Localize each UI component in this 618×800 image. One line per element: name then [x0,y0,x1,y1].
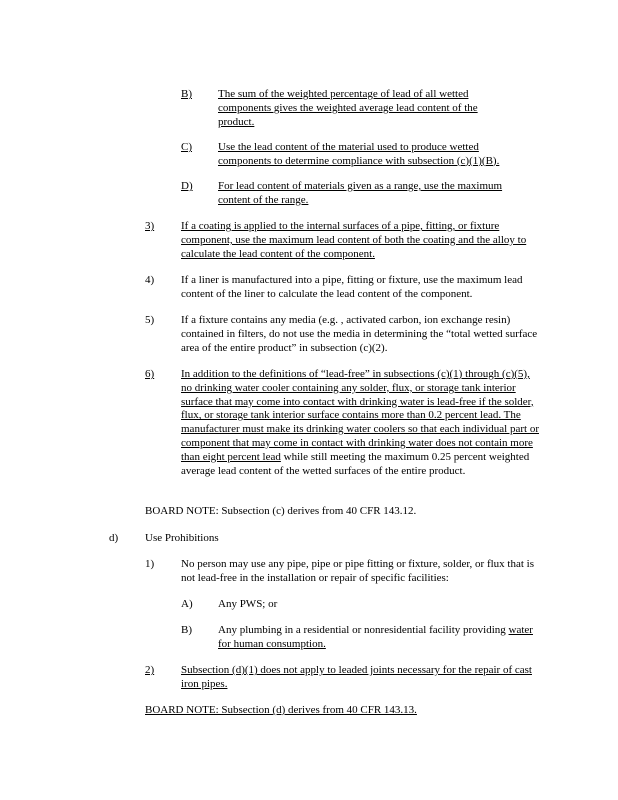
board-note-c: BOARD NOTE: Subsection (c) derives from 40 CFR 143.12. [145,505,417,517]
paragraph-label-d1: 1) [145,558,155,570]
paragraph-text-5: If a fixture contains any media (e.g. , activated carbon, ion exchange resin) contained in filters, do not use the media in determining the “total wetted surface area of the entire product” in subsection (c)(2). [181,314,538,354]
item-label-d1a: A) [181,598,193,610]
paragraph-text-3: If a coating is applied to the internal surfaces of a pipe, fitting, or fixture component, use the maximum lead content of both the coating and the alloy to calculate the lead content of the component. [181,220,527,260]
board-note-d: BOARD NOTE: Subsection (d) derives from 40 CFR 143.13. [145,704,417,716]
paragraph-label-d2: 2) [145,664,155,676]
item-text-d1b [218,624,540,652]
item-text-d1a: Any PWS; or [218,598,278,610]
item-label-d1b: B) [181,624,192,636]
paragraph-text-4: If a liner is manufactured into a pipe, fitting or fixture, use the maximum lead content of the liner to calculate the lead content of the component. [181,274,523,300]
item-text-b: The sum of the weighted percentage of lead of all wetted components gives the weighted average lead content of the product. [218,88,478,128]
item-label-d: D) [181,180,193,192]
item-text-d: For lead content of materials given as a range, use the maximum content of the range. [218,180,503,206]
paragraph-label-5: 5) [145,314,155,326]
section-title-d: Use Prohibitions [145,532,219,544]
paragraph-label-4: 4) [145,274,155,286]
item-text-d1b-plain: Any plumbing in a residential or nonresidential facility providing [218,624,509,636]
item-label-b: B) [181,88,192,100]
item-label-c: C) [181,141,192,153]
paragraph-label-6: 6) [145,368,155,380]
paragraph-text-d1: No person may use any pipe, pipe or pipe fitting or fixture, solder, or flux that is not lead-free in the installation or repair of specific facilities: [181,558,535,584]
paragraph-label-3: 3) [145,220,155,232]
paragraph-text-6 [181,368,541,478]
paragraph-text-d2: Subsection (d)(1) does not apply to leaded joints necessary for the repair of cast iron pipes. [181,664,532,690]
item-text-d1b-underlined: water for human consumption. [218,624,533,650]
paragraph-text-6-plain: while still meeting the maximum 0.25 percent weighted average lead content of the wetted surfaces of the entire product. [181,450,530,477]
item-text-c: Use the lead content of the material used to produce wetted components to determine compliance with subsection (c)(1)(B). [218,141,500,167]
paragraph-text-6-underlined: In addition to the definitions of “lead-free” in subsections (c)(1) through (c)(5), no drinking water cooler containing any solder, flux, or storage tank interior surface that may come into contact with drinking water is lead-free if the solder, flux, or storage tank interior surface contains more than 0.2 percent lead. The manufacturer must make its drinking water coolers so that each individual part or component that may come in contact with drinking water does not contain more than eight percent lead [181,368,539,463]
section-label-d: d) [109,532,119,544]
